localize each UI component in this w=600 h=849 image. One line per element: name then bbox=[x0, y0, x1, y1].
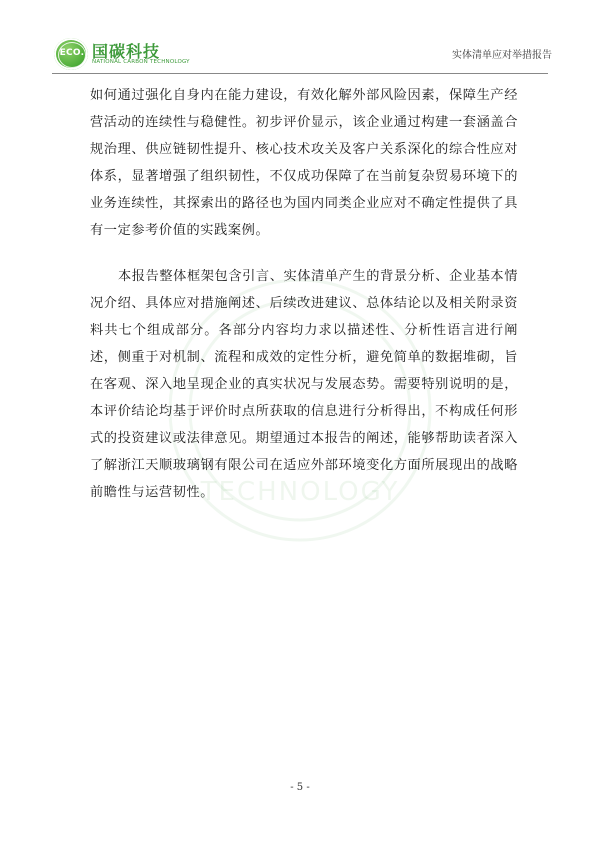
document-title: 实体清单应对举措报告 bbox=[452, 50, 552, 61]
page-header bbox=[52, 36, 552, 72]
body-paragraph: 如何通过强化自身内在能力建设，有效化解外部风险因素，保障生产经营活动的连续性与稳健性。初步评价显示，该企业通过构建一套涵盖合规治理、供应链韧性提升、核心技术攻关及客户关系深化的综合性应对体系，显著增强了组织韧性，不仅成功保障了在当前复杂贸易环境下的业务连续性，其探索出的路径也为国内同类企业应对不确定性提供了具有一定参考价值的实践案例。 bbox=[90, 88, 518, 238]
header-divider bbox=[52, 73, 548, 74]
page-number: - 5 - bbox=[290, 782, 310, 793]
body-content bbox=[90, 83, 518, 507]
watermark-text: TECHNOLOGY bbox=[200, 477, 400, 507]
brand-subtitle: NATIONAL CARBON TECHNOLOGY bbox=[92, 59, 190, 65]
logo-text: ECO. bbox=[59, 48, 85, 58]
body-paragraph: 本报告整体框架包含引言、实体清单产生的背景分析、企业基本情况介绍、具体应对措施阐述、后续改进建议、总体结论以及相关附录资料共七个组成部分。各部分内容均力求以描述性、分析性语言进行阐述，侧重于对机制、流程和成效的定性分析，避免简单的数据堆砌，旨在客观、深入地呈现企业的真实状况与发展态势。需要特别说明的是，本评价结论均基于评价时点所获取的信息进行分析得出，不构成任何形式的投资建议或法律意见。期望通过本报告的阐述，能够帮助读者深入了解浙江天顺玻璃钢有限公司在适应外部环境变化方面所展现出的战略前瞻性与运营韧性。 bbox=[90, 269, 518, 500]
eco-logo-icon bbox=[52, 36, 92, 72]
brand-name: 国碳科技 bbox=[92, 42, 161, 61]
